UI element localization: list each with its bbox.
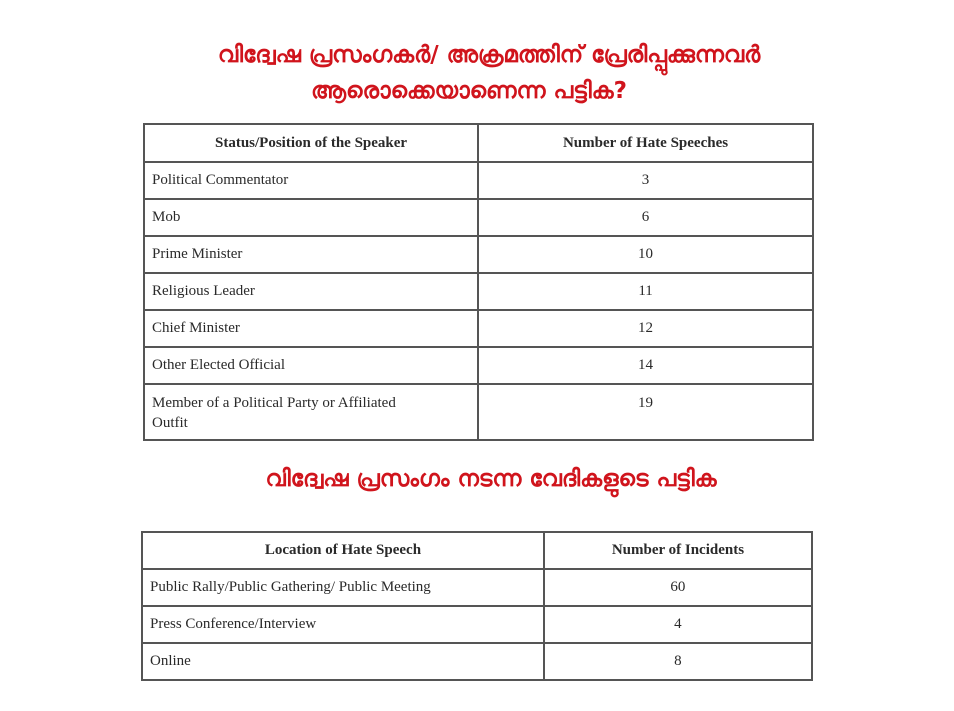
row-value: 11 (478, 273, 813, 310)
row-label: Other Elected Official (144, 347, 478, 384)
row-value: 4 (544, 606, 812, 643)
row-label: Political Commentator (144, 162, 478, 199)
heading-speakers-line2: ആരൊക്കെയാണെന്ന പട്ടിക? (311, 78, 627, 104)
table-row (142, 569, 812, 606)
column-header-incidents: Number of Incidents (544, 532, 812, 569)
speaker-status-table (143, 123, 814, 441)
row-label: Public Rally/Public Gathering/ Public Meeting (142, 569, 544, 606)
heading-speakers-line1: വിദ്വേഷ പ്രസംഗകർ/ അക്രമത്തിന് പ്രേരിപ്പുക്കുന്നവർ (217, 42, 761, 68)
row-label: Religious Leader (144, 273, 478, 310)
column-header-location: Location of Hate Speech (142, 532, 544, 569)
row-label (144, 384, 478, 440)
table-row (144, 199, 813, 236)
row-value: 14 (478, 347, 813, 384)
row-label: Prime Minister (144, 236, 478, 273)
row-value: 6 (478, 199, 813, 236)
column-header-hate-speeches: Number of Hate Speeches (478, 124, 813, 162)
table-row (144, 347, 813, 384)
table-row (144, 273, 813, 310)
row-value: 3 (478, 162, 813, 199)
table-row (142, 643, 812, 680)
table-header-row (142, 532, 812, 569)
row-value: 60 (544, 569, 812, 606)
table-row (144, 310, 813, 347)
table-row (142, 606, 812, 643)
table-header-row (144, 124, 813, 162)
row-label: Press Conference/Interview (142, 606, 544, 643)
table-row (144, 162, 813, 199)
row-value: 8 (544, 643, 812, 680)
row-label-line1: Member of a Political Party or Affiliated (152, 395, 396, 411)
column-header-status: Status/Position of the Speaker (144, 124, 478, 162)
row-value: 12 (478, 310, 813, 347)
row-label: Online (142, 643, 544, 680)
row-label-line2: Outfit (152, 415, 188, 431)
row-value: 10 (478, 236, 813, 273)
table-row (144, 236, 813, 273)
row-label: Chief Minister (144, 310, 478, 347)
row-value: 19 (478, 384, 813, 440)
heading-locations: വിദ്വേഷ പ്രസംഗം നടന്ന വേദികളുടെ പട്ടിക (265, 466, 717, 492)
hate-speech-location-table (141, 531, 813, 681)
row-label: Mob (144, 199, 478, 236)
table-row (144, 384, 813, 440)
